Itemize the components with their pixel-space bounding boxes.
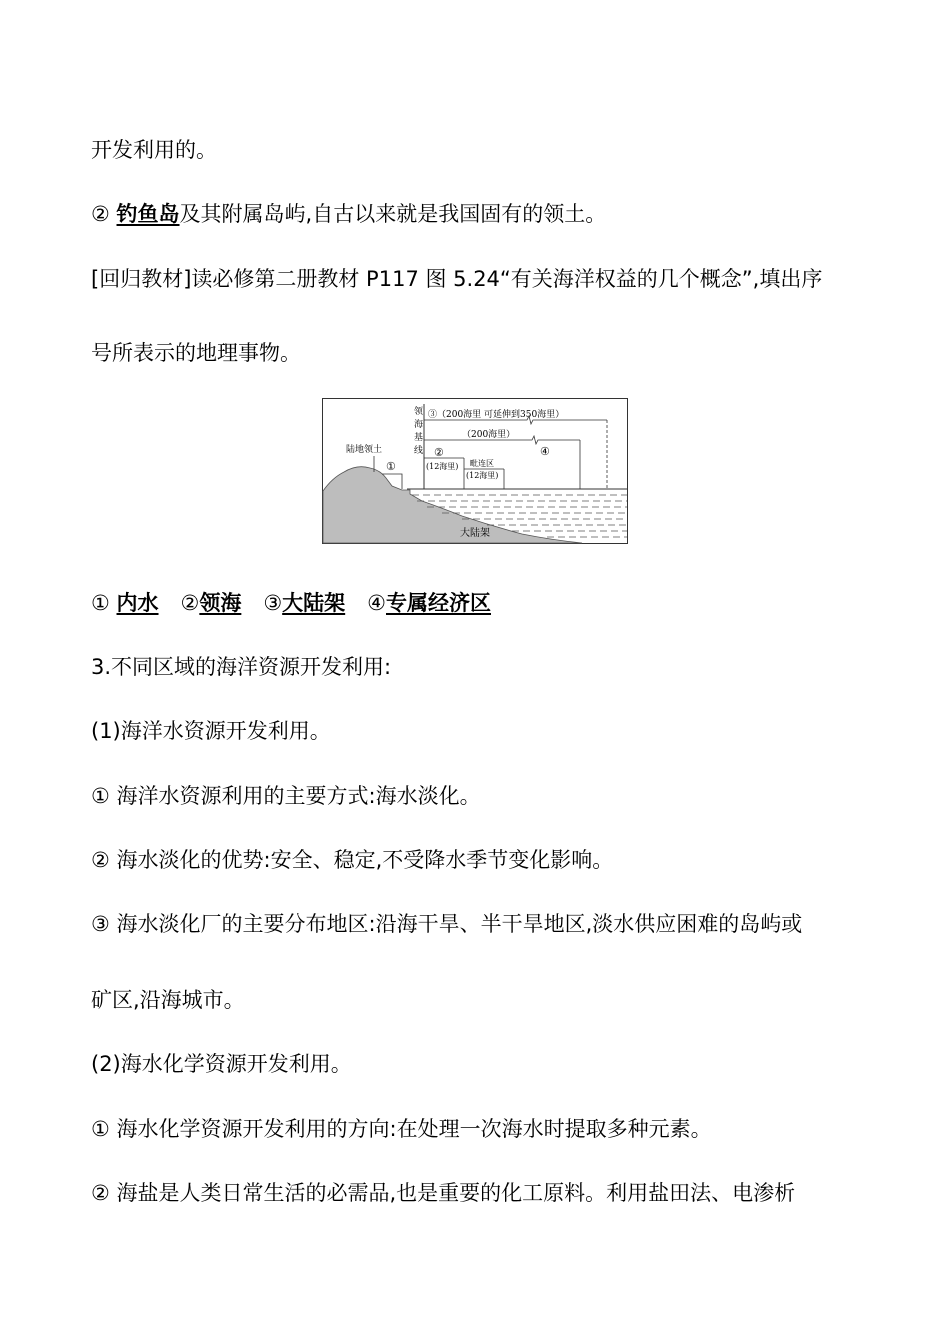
circled-number: ②: [91, 202, 110, 226]
label-land: 陆地领土: [346, 445, 383, 455]
text-line: 矿区,沿海城市。: [91, 988, 245, 1012]
answer-diaoyu-island: 钓鱼岛: [116, 202, 180, 226]
text-line: (1)海洋水资源开发利用。: [91, 719, 331, 743]
baseline-label-2: 海: [414, 420, 424, 430]
label-1: ①: [386, 460, 396, 473]
ocean-rights-diagram: [322, 398, 628, 544]
text-line: ① 海洋水资源利用的主要方式:海水淡化。: [91, 784, 481, 808]
text-line: (2)海水化学资源开发利用。: [91, 1052, 352, 1076]
label-4: ④: [540, 445, 550, 458]
text-line-diaoyu: [91, 200, 606, 228]
label-2: ②: [434, 446, 444, 459]
text-line: 开发利用的。: [91, 138, 217, 162]
text-line: ① 海水化学资源开发利用的方向:在处理一次海水时提取多种元素。: [91, 1117, 712, 1141]
text-line: ② 海水淡化的优势:安全、稳定,不受降水季节变化影响。: [91, 848, 614, 872]
answer-4: 专属经济区: [386, 591, 491, 615]
answer-2: 领海: [199, 591, 242, 615]
answer-3: 大陆架: [282, 591, 346, 615]
label-200: （200海里）: [462, 430, 516, 440]
text-line: [回归教材]读必修第二册教材 P117 图 5.24“有关海洋权益的几个概念”,填出序: [91, 267, 823, 291]
text-span: 及其附属岛屿,自古以来就是我国固有的领土。: [179, 202, 607, 226]
baseline-label-3: 基: [414, 433, 424, 443]
text-line: ③ 海水淡化厂的主要分布地区:沿海干旱、半干旱地区,淡水供应困难的岛屿或: [91, 912, 803, 936]
label-shelf: 大陆架: [460, 528, 490, 539]
label-12a: (12海里): [426, 462, 459, 471]
answer-1: 内水: [116, 591, 159, 615]
label-3: ③（200海里 可延伸到350海里）: [428, 410, 565, 420]
circled-number: ③: [263, 591, 283, 615]
answer-line: [91, 589, 491, 617]
circled-number: ②: [180, 591, 200, 615]
baseline-label-1: 领: [414, 407, 424, 417]
label-12b: (12海里): [466, 471, 499, 480]
label-contiguous: 毗连区: [470, 459, 494, 468]
text-line: ② 海盐是人类日常生活的必需品,也是重要的化工原料。利用盐田法、电渗析: [91, 1181, 796, 1205]
text-line: 3.不同区域的海洋资源开发利用:: [91, 655, 392, 679]
circled-number: ④: [367, 591, 386, 615]
text-line: 号所表示的地理事物。: [91, 341, 301, 365]
circled-number: ①: [91, 591, 110, 615]
baseline-label-4: 线: [414, 446, 424, 456]
